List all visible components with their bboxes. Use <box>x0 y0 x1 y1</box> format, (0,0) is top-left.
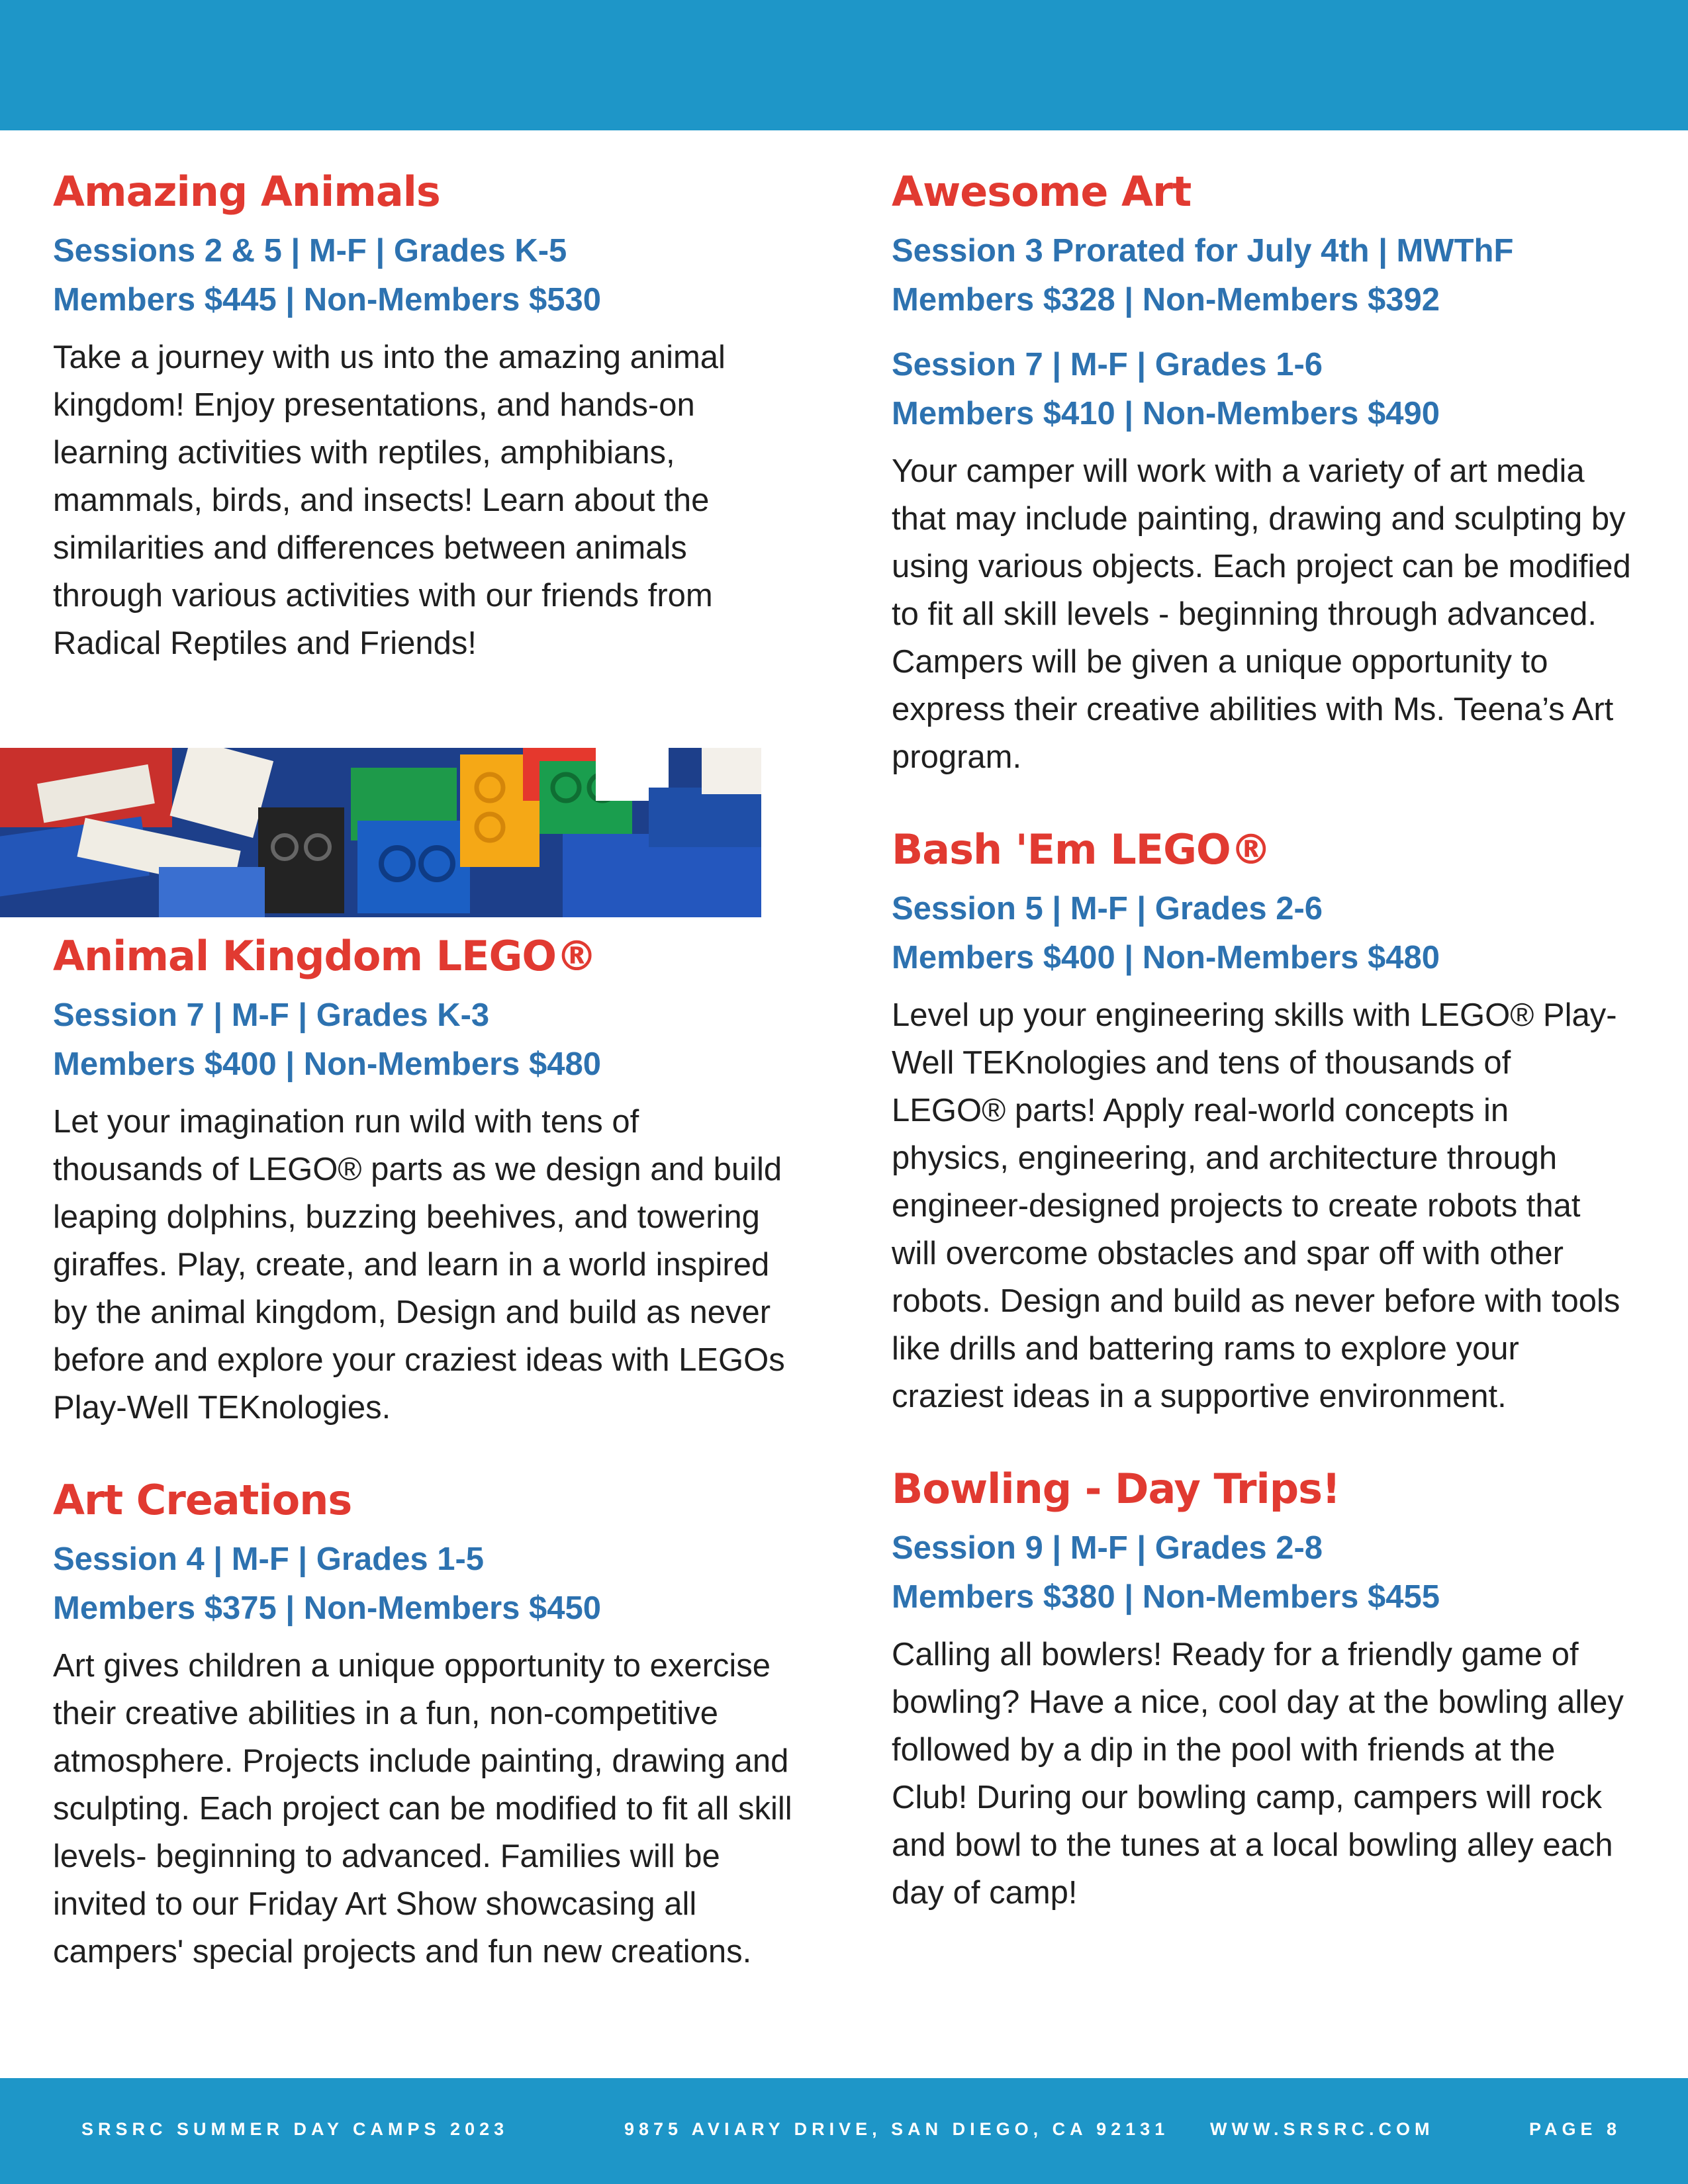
camp-art-creations <box>53 1474 794 1976</box>
camp-awesome-art <box>892 165 1633 781</box>
camp-meta <box>53 991 794 1089</box>
session-info: Session 7 | M-F | Grades K-3 <box>53 997 490 1033</box>
pricing-info: Members $400 | Non-Members $480 <box>892 940 1440 976</box>
pricing-info: Members $375 | Non-Members $450 <box>53 1590 602 1626</box>
camp-bash-em-lego <box>892 823 1633 1420</box>
camp-meta <box>53 226 781 324</box>
session-info: Session 3 Prorated for July 4th | MWThF <box>892 233 1514 269</box>
footer-website-link[interactable]: WWW.SRSRC.COM <box>1210 2119 1434 2139</box>
camp-meta <box>892 340 1633 438</box>
camp-meta <box>892 226 1633 324</box>
column-right <box>892 165 1633 1959</box>
header-bar <box>0 0 1688 130</box>
camp-meta <box>892 884 1633 982</box>
camp-description: Your camper will work with a variety of art media that may include painting, drawing and sculpting by using various objects. Each project can be modified to fit all skill levels - beginning through advanced. Campers will be given a unique opportunity to express their creative abilities with Ms. Teena’s Art program. <box>892 453 1631 775</box>
footer-page-number: PAGE 8 <box>1529 2119 1622 2139</box>
camp-title: Animal Kingdom LEGO® <box>53 932 597 980</box>
camp-meta <box>892 1524 1633 1621</box>
camp-meta <box>53 1535 794 1633</box>
session-info: Session 4 | M-F | Grades 1-5 <box>53 1541 485 1577</box>
camp-title: Bowling - Day Trips! <box>892 1465 1340 1513</box>
camp-description: Art gives children a unique opportunity to exercise their creative abilities in a fun, non-competitive atmosphere. Projects include painting, drawing and sculpting. Each project can be modified to fit all skill levels- beginning to advanced. Families will be invited to our Friday Art Show showcasing all campers' special projects and fun new creations. <box>53 1648 792 1970</box>
session-info: Session 9 | M-F | Grades 2-8 <box>892 1530 1323 1566</box>
pricing-info: Members $400 | Non-Members $480 <box>53 1046 602 1082</box>
camp-title: Bash 'Em LEGO® <box>892 825 1271 874</box>
camp-amazing-animals <box>53 165 781 667</box>
column-left-bottom <box>53 930 794 2018</box>
camp-description: Take a journey with us into the amazing animal kingdom! Enjoy presentations, and hands-on learning activities with reptiles, amphibians, mammals, birds, and insects! Learn about the similarities and differences between animals through various activities with our friends from Radical Reptiles and Friends! <box>53 340 726 661</box>
lego-bricks-illustration <box>0 748 761 917</box>
camp-animal-kingdom-lego <box>53 930 794 1432</box>
camp-description: Level up your engineering skills with LEGO® Play-Well TEKnologies and tens of thousands of LEGO® parts! Apply real-world concepts in physics, engineering, and architecture through engineer-designed projects to create robots that will overcome obstacles and spar off with other robots. Design and build as never before with tools like drills and battering rams to explore your craziest ideas in a supportive environment. <box>892 997 1620 1414</box>
column-left-top <box>53 165 781 709</box>
camp-bowling <box>892 1463 1633 1917</box>
pricing-info: Members $328 | Non-Members $392 <box>892 282 1440 318</box>
pricing-info: Members $380 | Non-Members $455 <box>892 1579 1440 1615</box>
session-info: Sessions 2 & 5 | M-F | Grades K-5 <box>53 233 567 269</box>
camp-description: Let your imagination run wild with tens of thousands of LEGO® parts as we design and build leaping dolphins, buzzing beehives, and towering giraffes. Play, create, and learn in a world inspired by the animal kingdom, Design and build as never before and explore your craziest ideas with LEGOs Play-Well TEKnologies. <box>53 1104 785 1426</box>
pricing-info: Members $410 | Non-Members $490 <box>892 396 1440 432</box>
camp-title: Art Creations <box>53 1476 352 1524</box>
camp-title: Awesome Art <box>892 167 1192 216</box>
session-info: Session 7 | M-F | Grades 1-6 <box>892 347 1323 383</box>
lego-bricks-photo <box>0 748 761 917</box>
pricing-info: Members $445 | Non-Members $530 <box>53 282 602 318</box>
camp-title: Amazing Animals <box>53 167 440 216</box>
session-info: Session 5 | M-F | Grades 2-6 <box>892 891 1323 927</box>
camp-description: Calling all bowlers! Ready for a friendly game of bowling? Have a nice, cool day at the bowling alley followed by a dip in the pool with friends at the Club! During our bowling camp, campers will rock and bowl to the tunes at a local bowling alley each day of camp! <box>892 1637 1624 1911</box>
footer-camps-title: SRSRC SUMMER DAY CAMPS 2023 <box>81 2119 509 2139</box>
footer-bar <box>0 2078 1688 2184</box>
footer-address: 9875 AVIARY DRIVE, SAN DIEGO, CA 92131 <box>624 2119 1170 2139</box>
